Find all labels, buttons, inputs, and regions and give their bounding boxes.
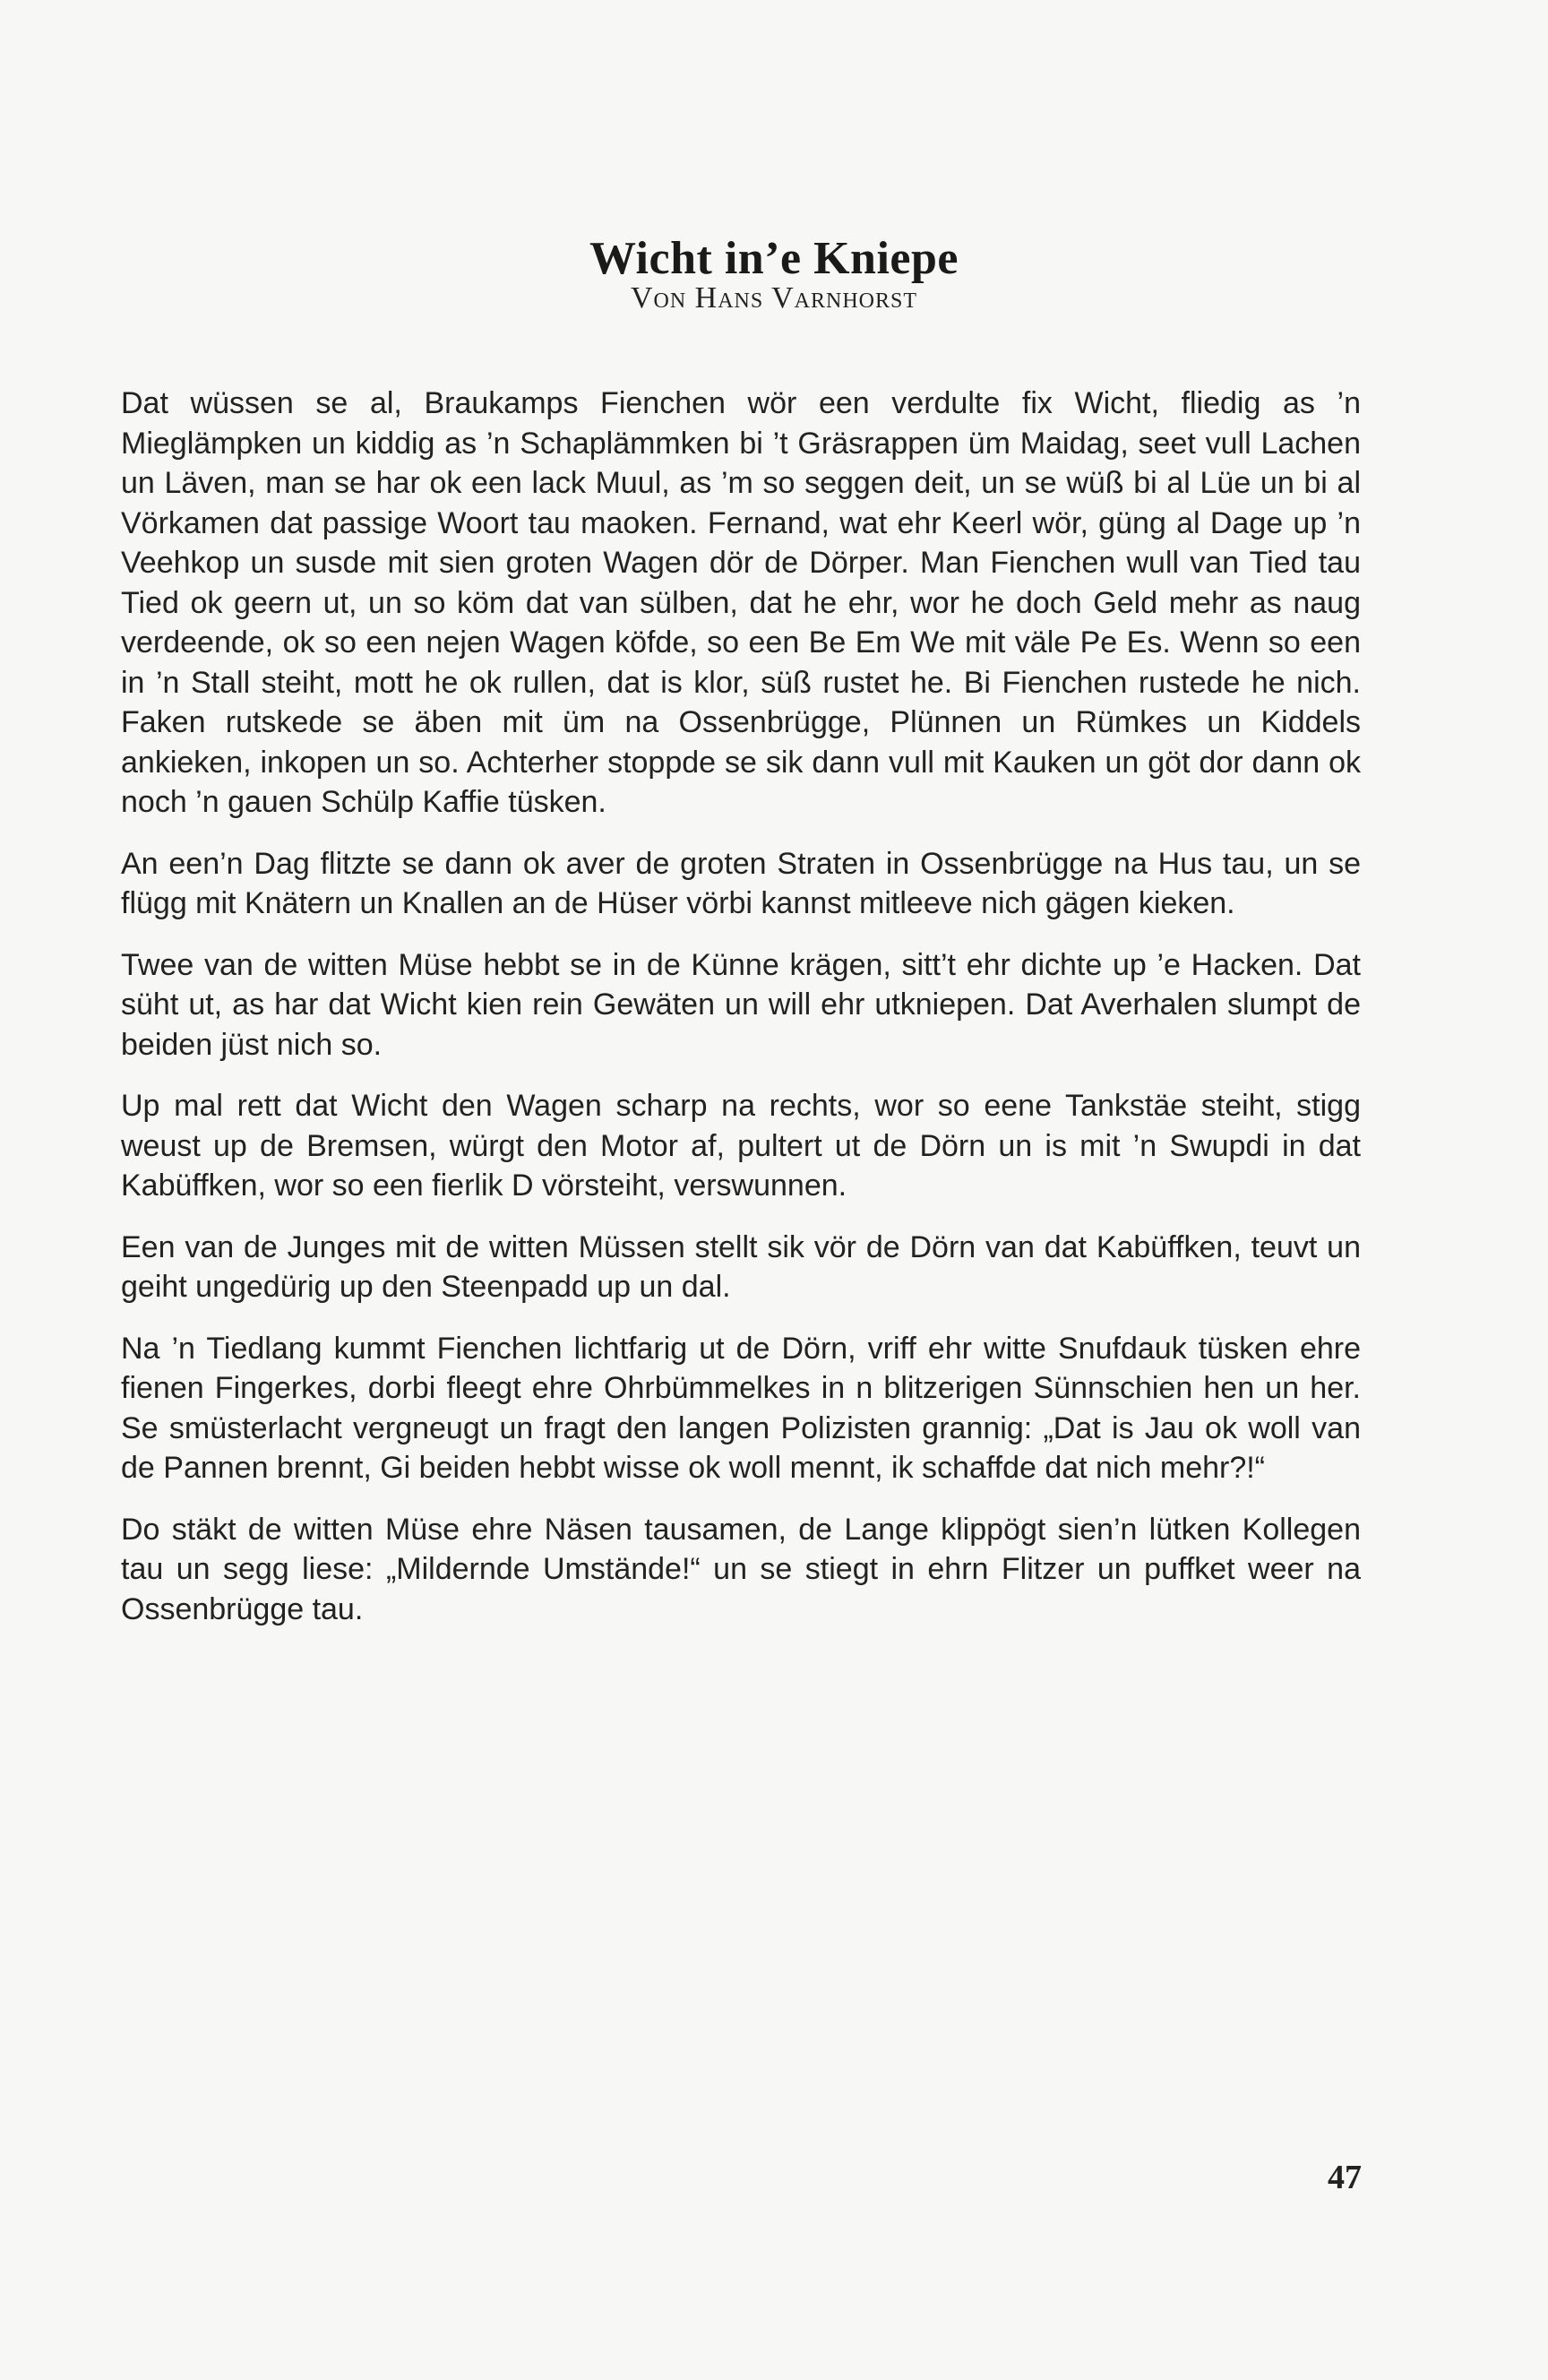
paragraph: Dat wüssen se al, Braukamps Fienchen wör een verdulte fix Wicht, fliedig as ’n Mieglämpken un kiddig as ’n Schaplämmken bi ’t Gräsrappen üm Maidag, seet vull Lachen un Läven, man se har ok een lack Muul, as ’m so seggen deit, un se wüß bi al Lüe un bi al Vörkamen dat passige Woort tau maoken. Fernand, wat ehr Keerl wör, güng al Dage up ’n Veehkop un susde mit sien groten Wagen dör de Dörper. Man Fienchen wull van Tied tau Tied ok geern ut, un so köm dat van sülben, dat he ehr, wor he doch Geld mehr as naug verdeende, ok so een nejen Wagen köfde, so een Be Em We mit väle Pe Es. Wenn so een in ’n Stall steiht, mott he ok rullen, dat is klor, süß rustet he. Bi Fienchen rustede he nich. Faken rutskede se äben mit üm na Ossenbrügge, Plünnen un Rümkes un Kiddels ankieken, inkopen un so. Achterher stoppde se sik dann vull mit Kauken un göt dor dann ok noch ’n gauen Schülp Kaffie tüsken. [121, 386, 1361, 819]
paragraph: An een’n Dag flitzte se dann ok aver de groten Straten in Ossenbrügge na Hus tau, un se flügg mit Knätern un Knallen an de Hüser vörbi kannst mitleeve nich gägen kieken. [121, 846, 1361, 920]
article-author: Von Hans Varnhorst [630, 281, 918, 315]
paragraph: Do stäkt de witten Müse ehre Näsen tausamen, de Lange klippögt sien’n lütken Kollegen tau un segg liese: „Mildernde Umstände!“ un se stiegt in ehrn Flitzer un puffket weer na Ossenbrügge tau. [121, 1512, 1361, 1626]
article-title: Wicht in’e Kniepe [589, 232, 959, 284]
page-number: 47 [1328, 2159, 1362, 2196]
article-body [121, 384, 1361, 1651]
paragraph: Een van de Junges mit de witten Müssen stellt sik vör de Dörn van dat Kabüffken, teuvt un geiht ungedürig up den Steenpadd up un dal. [121, 1229, 1361, 1304]
paragraph: Na ’n Tiedlang kummt Fienchen lichtfarig ut de Dörn, vriff ehr witte Snufdauk tüsken ehre fienen Fingerkes, dorbi fleegt ehre Ohrbümmelkes in n blitzerigen Sünnschien hen un her. Se smüsterlacht vergneugt un fragt den langen Polizisten grannig: „Dat is Jau ok woll van de Pannen brennt, Gi beiden hebbt wisse ok woll mennt, ik schaffde dat nich mehr?!“ [121, 1331, 1361, 1485]
paragraph: Up mal rett dat Wicht den Wagen scharp na rechts, wor so eene Tankstäe steiht, stigg weust up de Bremsen, würgt den Motor af, pultert ut de Dörn un is mit ’n Swupdi in dat Kabüffken, wor so een fierlik D vörsteiht, verswunnen. [121, 1089, 1361, 1203]
paragraph: Twee van de witten Müse hebbt se in de Künne krägen, sitt’t ehr dichte up ’e Hacken. Dat süht ut, as har dat Wicht kien rein Gewäten un will ehr utkniepen. Dat Averhalen slumpt de beiden jüst nich so. [121, 947, 1361, 1062]
